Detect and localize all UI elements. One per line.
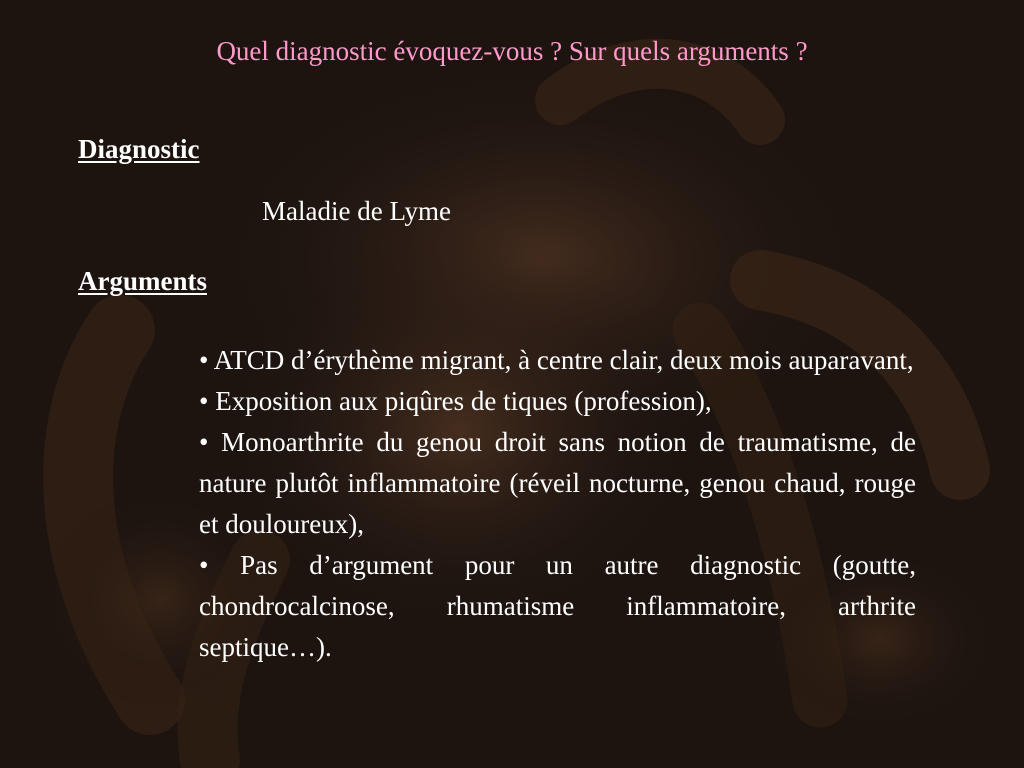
arguments-list [199, 340, 916, 668]
arguments-heading: Arguments [78, 266, 207, 296]
diagnostic-value: Maladie de Lyme [262, 196, 451, 226]
slide-title: Quel diagnostic évoquez-vous ? Sur quels arguments ? [216, 36, 808, 66]
argument-item: • Pas d’argument pour un autre diagnostic (goutte, chondrocalcinose, rhumatisme inflammatoire, arthrite septique…). [199, 550, 916, 662]
argument-item: • Monoarthrite du genou droit sans notion de traumatisme, de nature plutôt inflammatoire (réveil nocturne, genou chaud, rouge et douloureux), [199, 427, 916, 539]
argument-item: • ATCD d’érythème migrant, à centre clair, deux mois auparavant, [199, 345, 914, 375]
argument-item: • Exposition aux piqûres de tiques (profession), [199, 386, 712, 416]
diagnostic-heading: Diagnostic [78, 134, 200, 164]
